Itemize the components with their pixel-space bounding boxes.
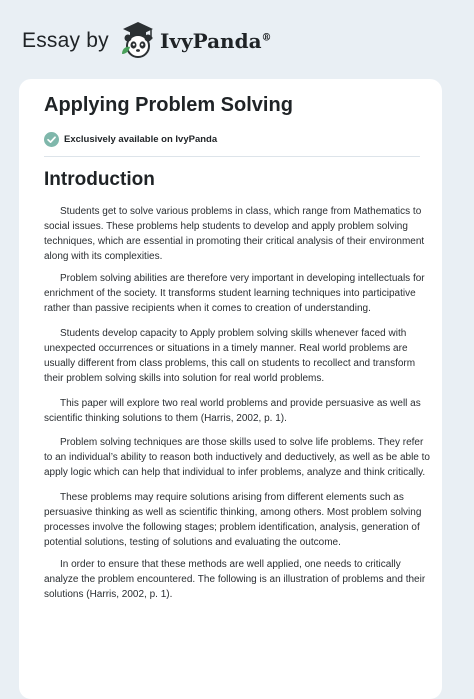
paragraph-line: social issues. These problems help students to develop and apply problem solving [44,221,408,232]
essay-by-label: Essay by [22,29,109,52]
check-icon [44,132,59,147]
paragraph-line: enrichment of the society. It transforms student learning techniques into participative [44,288,416,299]
paragraph-line: Students develop capacity to Apply problem solving skills whenever faced with [60,328,407,339]
body-paragraph [44,271,425,316]
body-paragraph [44,204,425,264]
paragraph-line: scientific thinking solutions to them (Harris, 2002, p. 1). [44,413,287,424]
page-title: Applying Problem Solving [44,94,293,116]
divider [44,156,420,157]
body-paragraph [44,396,422,426]
paragraph-line: apply logic which can help that individual to infer problems, analyze and think critically. [44,467,426,478]
paragraph-line: analyze the problem encountered. The following is an illustration of problems and their [44,574,426,585]
paragraph-line: processes involve the following stages; problem identification, analysis, generation of [44,522,420,533]
paragraph-line: usually different from class problems, this call on students to recollect and transform [44,358,416,369]
body-paragraph [44,557,426,602]
brand-name[interactable]: IvyPanda® [160,29,272,53]
paragraph-line: potential solutions, testing of solutions and evaluating the outcome. [44,537,341,548]
body-paragraph [44,435,430,480]
body-paragraph [44,490,422,550]
paragraph-line: Students get to solve various problems in class, which range from Mathematics to [60,206,422,217]
paragraph-line: persuasive thinking as well as scientific thinking, among others. Most problem solving [44,507,422,518]
paragraph-line: their problem solving skills into solution for real world problems. [44,373,325,384]
exclusive-badge [44,131,217,147]
paragraph-line: These problems may require solutions arising from different elements such as [60,492,404,503]
paragraph-line: Problem solving techniques are those skills used to solve life problems. They refer [60,437,424,448]
body-paragraph [44,326,422,386]
paragraph-line: solutions (Harris, 2002, p. 1). [44,589,173,600]
paragraph-line: In order to ensure that these methods are well applied, one needs to critically [60,559,401,570]
header [0,0,474,80]
panda-logo-icon[interactable] [119,20,157,60]
section-heading: Introduction [44,169,155,190]
paragraph-line: techniques, which are essential in promoting their critical analysis of their environment [44,236,425,247]
paragraph-line: to an individual’s ability to reason both inductively and deductively, as well as be able to [44,452,430,463]
paragraph-line: along with its complexities. [44,251,163,262]
paragraph-line: This paper will explore two real world problems and provide persuasive as well as [60,398,421,409]
paragraph-line: Problem solving abilities are therefore very important in developing intellectuals for [60,273,425,284]
exclusive-label: Exclusively available on IvyPanda [64,133,218,145]
paragraph-line: unexpected occurrences or situations in a timely manner. Real world problems are [44,343,408,354]
paragraph-line: rather than passive recipients when it comes to creation of understanding. [44,303,371,314]
